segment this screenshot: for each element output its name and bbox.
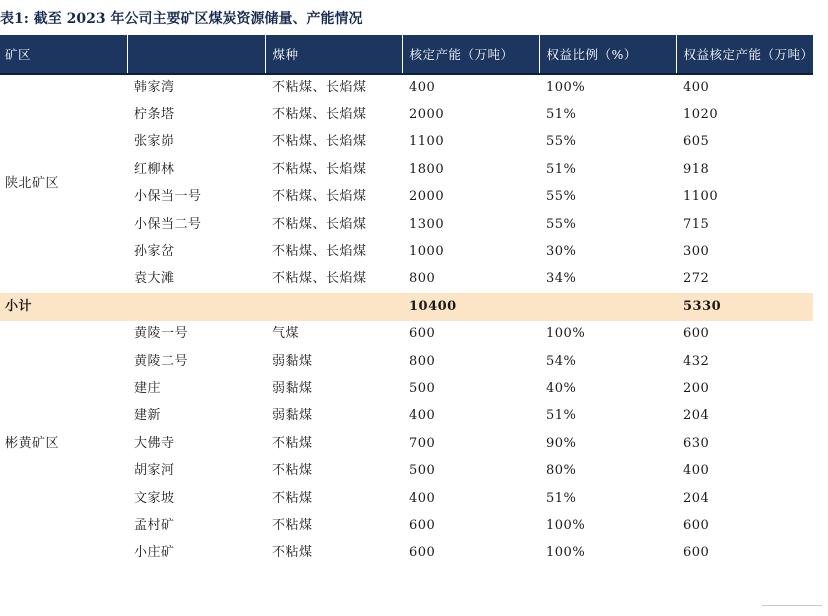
equity-ratio-cell: 40% — [546, 380, 577, 396]
equity-ratio-cell: 100% — [546, 80, 586, 96]
equity-capacity-cell: 630 — [683, 435, 710, 451]
mine-name-cell: 孙家岔 — [134, 244, 175, 260]
coal-type-cell: 不粘煤、长焰煤 — [272, 80, 367, 96]
coal-type-cell: 不粘煤、长焰煤 — [272, 189, 367, 205]
capacity-cell: 800 — [409, 353, 436, 369]
equity-ratio-cell: 51% — [546, 107, 577, 123]
equity-capacity-cell: 300 — [683, 244, 710, 260]
equity-ratio-cell: 55% — [546, 216, 577, 232]
equity-capacity-cell: 605 — [683, 134, 710, 150]
coal-type-cell: 不粘煤、长焰煤 — [272, 216, 367, 232]
capacity-cell: 400 — [409, 80, 436, 96]
equity-ratio-cell: 100% — [546, 545, 586, 561]
mine-name-cell: 小庄矿 — [134, 545, 175, 561]
mine-name-cell: 黄陵二号 — [134, 353, 189, 369]
table-title: 表1: 截至 2023 年公司主要矿区煤炭资源储量、产能情况 — [0, 11, 363, 27]
region-name-cell: 彬黄矿区 — [5, 435, 60, 451]
equity-capacity-cell: 432 — [683, 353, 710, 369]
coal-type-cell: 不粘煤、长焰煤 — [272, 271, 367, 287]
equity-capacity-cell: 715 — [683, 216, 710, 232]
mine-name-cell: 韩家湾 — [134, 80, 175, 96]
page-footer-line — [762, 605, 822, 616]
subtotal-row — [0, 293, 813, 320]
subtotal-empty-cell — [539, 293, 676, 320]
equity-capacity-cell: 400 — [683, 80, 710, 96]
capacity-cell: 600 — [409, 517, 436, 533]
capacity-cell: 1100 — [409, 134, 445, 150]
equity-ratio-cell: 90% — [546, 435, 577, 451]
coal-type-cell: 不粘煤 — [272, 463, 313, 479]
coal-type-cell: 不粘煤、长焰煤 — [272, 244, 367, 260]
capacity-cell: 400 — [409, 408, 436, 424]
subtotal-capacity: 10400 — [402, 293, 539, 320]
equity-ratio-cell: 55% — [546, 189, 577, 205]
equity-ratio-cell: 34% — [546, 271, 577, 287]
capacity-cell: 500 — [409, 380, 436, 396]
equity-ratio-cell: 30% — [546, 244, 577, 260]
header-equity-capacity: 权益核定产能（万吨） — [676, 35, 813, 74]
capacity-cell: 1300 — [409, 216, 445, 232]
equity-ratio-cell: 51% — [546, 490, 577, 506]
capacity-cell: 600 — [409, 326, 436, 342]
mine-name-cell: 红柳林 — [134, 161, 175, 177]
header-capacity: 核定产能（万吨） — [402, 35, 539, 74]
header-mine — [127, 35, 265, 74]
capacity-cell: 500 — [409, 463, 436, 479]
coal-type-cell: 不粘煤、长焰煤 — [272, 161, 367, 177]
capacity-cell: 600 — [409, 545, 436, 561]
coal-type-cell: 不粘煤、长焰煤 — [272, 107, 367, 123]
equity-ratio-cell: 80% — [546, 463, 577, 479]
equity-ratio-cell: 51% — [546, 161, 577, 177]
mine-name-cell: 胡家河 — [134, 463, 175, 479]
capacity-cell: 2000 — [409, 189, 445, 205]
equity-capacity-cell: 918 — [683, 161, 710, 177]
mine-name-cell: 张家峁 — [134, 134, 175, 150]
capacity-cell: 2000 — [409, 107, 445, 123]
mine-name-cell: 孟村矿 — [134, 517, 175, 533]
equity-capacity-cell: 204 — [683, 408, 710, 424]
mine-name-cell: 大佛寺 — [134, 435, 175, 451]
header-region: 矿区 — [0, 35, 127, 74]
mine-name-cell: 小保当二号 — [134, 216, 202, 232]
subtotal-label: 小计 — [0, 293, 127, 320]
equity-ratio-cell: 55% — [546, 134, 577, 150]
coal-type-cell: 不粘煤、长焰煤 — [272, 134, 367, 150]
equity-ratio-cell: 100% — [546, 517, 586, 533]
equity-ratio-cell: 51% — [546, 408, 577, 424]
equity-ratio-cell: 54% — [546, 353, 577, 369]
equity-capacity-cell: 200 — [683, 380, 710, 396]
subtotal-equity-capacity: 5330 — [676, 293, 813, 320]
capacity-cell: 800 — [409, 271, 436, 287]
coal-type-cell: 不粘煤 — [272, 545, 313, 561]
region-name-cell: 陕北矿区 — [5, 176, 60, 192]
subtotal-empty-cell — [265, 293, 402, 320]
capacity-cell: 1000 — [409, 244, 445, 260]
equity-capacity-cell: 400 — [683, 463, 710, 479]
coal-type-cell: 不粘煤 — [272, 435, 313, 451]
equity-ratio-cell: 100% — [546, 326, 586, 342]
table-header — [0, 35, 813, 74]
capacity-cell: 700 — [409, 435, 436, 451]
equity-capacity-cell: 272 — [683, 271, 710, 287]
header-coal-type: 煤种 — [265, 35, 402, 74]
table-row — [0, 74, 813, 101]
mine-name-cell: 柠条塔 — [134, 107, 175, 123]
mine-name-cell: 文家坡 — [134, 490, 175, 506]
mine-name-cell: 袁大滩 — [134, 271, 175, 287]
equity-capacity-cell: 600 — [683, 326, 710, 342]
coal-type-cell: 气煤 — [272, 326, 300, 342]
equity-capacity-cell: 204 — [683, 490, 710, 506]
equity-capacity-cell: 600 — [683, 517, 710, 533]
coal-type-cell: 弱黏煤 — [272, 353, 313, 369]
coal-mine-table — [0, 35, 813, 567]
capacity-cell: 400 — [409, 490, 436, 506]
subtotal-empty-cell — [127, 293, 265, 320]
coal-type-cell: 弱黏煤 — [272, 408, 313, 424]
table-row — [0, 321, 813, 348]
capacity-cell: 1800 — [409, 161, 445, 177]
table-body — [0, 74, 813, 567]
equity-capacity-cell: 1020 — [683, 107, 719, 123]
equity-capacity-cell: 600 — [683, 545, 710, 561]
mine-name-cell: 黄陵一号 — [134, 326, 189, 342]
mine-name-cell: 建新 — [134, 408, 162, 424]
mine-name-cell: 小保当一号 — [134, 189, 202, 205]
equity-capacity-cell: 1100 — [683, 189, 719, 205]
header-equity-ratio: 权益比例（%） — [539, 35, 676, 74]
coal-type-cell: 不粘煤 — [272, 490, 313, 506]
coal-type-cell: 弱黏煤 — [272, 380, 313, 396]
mine-name-cell: 建庄 — [134, 380, 162, 396]
coal-type-cell: 不粘煤 — [272, 517, 313, 533]
